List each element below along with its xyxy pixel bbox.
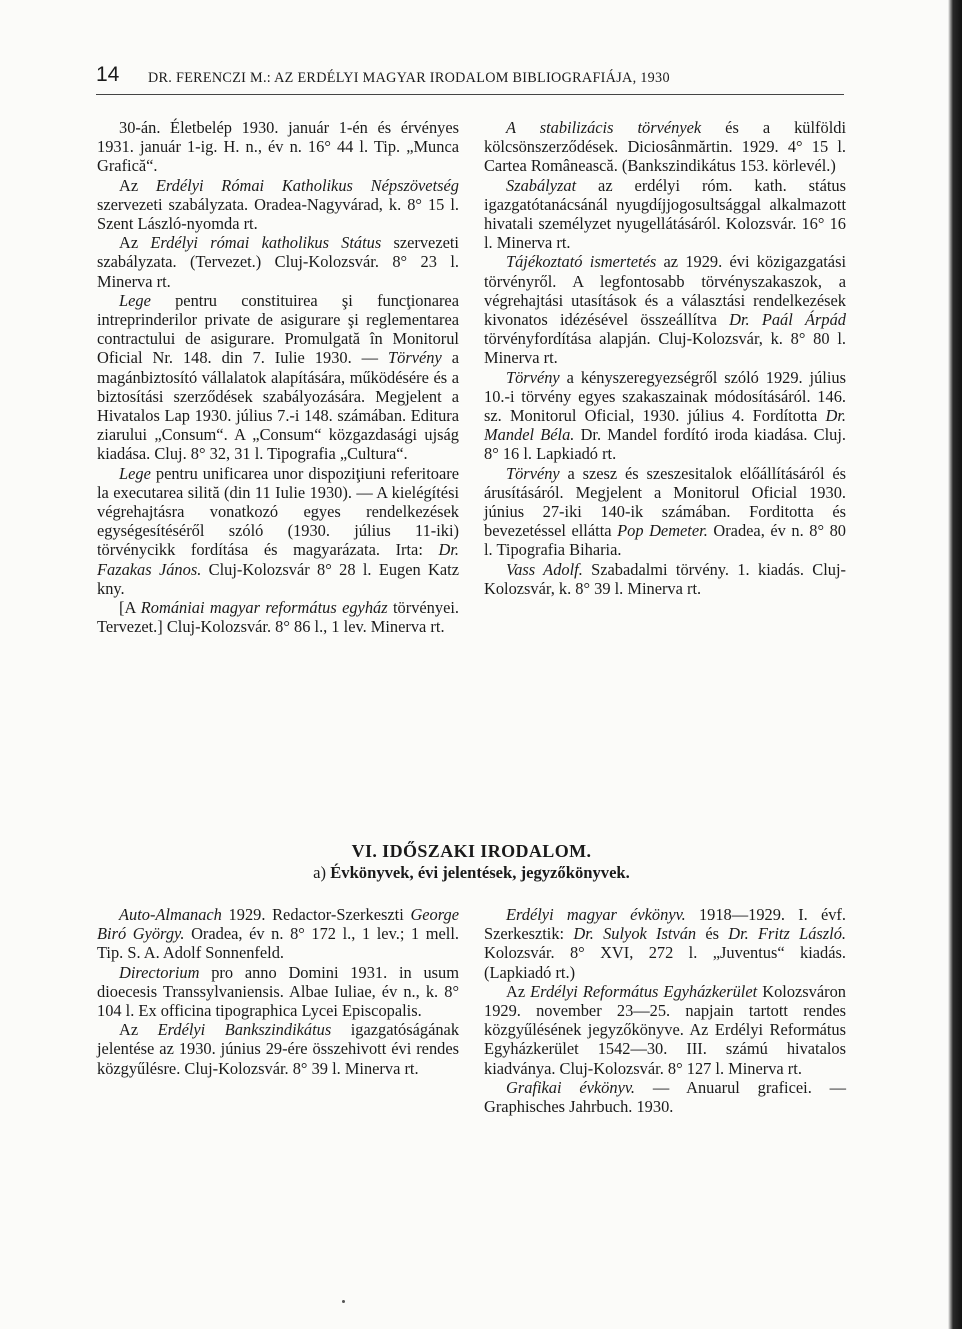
entry-title-italic: Dr. Fazakas János. — [97, 540, 459, 579]
entry-title-italic: Vass Adolf. — [506, 559, 583, 579]
entry-title-italic: Törvény — [388, 348, 442, 368]
entry-text: Az — [119, 233, 151, 253]
entry-title-italic: Tájékoztató ismertetés — [506, 252, 657, 272]
entry-title-italic: Erdélyi Római Katholikus Népszövetség — [155, 175, 459, 195]
entry-text: Kolozsvár. 8° XVI, 272 l. „Juventus“ kiadás. (Lapkiadó rt.) — [484, 943, 846, 982]
entry-title-italic: Törvény — [506, 367, 560, 387]
entry-title-italic: A stabilizácis törvények — [506, 118, 702, 137]
bibliography-entry — [97, 291, 459, 464]
entry-title-italic: George Biró György. — [97, 905, 459, 944]
entry-text: — Anuarul graficei. — Graphisches Jahrbuch. 1930. — [484, 1077, 846, 1117]
section-subtitle — [97, 863, 846, 883]
entry-text: az 1929. évi közigazgatási törvényről. A legfontosabb törvényszakaszok, a végrehajtási utasítások és a választási rendelkezések kivonatos idézésével összeállítva — [484, 252, 846, 330]
bibliography-entry — [484, 176, 846, 253]
entry-title-italic: Dr. Paál Árpád — [729, 310, 846, 330]
right-column-bottom — [484, 905, 846, 1116]
bibliography-entry — [484, 982, 846, 1078]
entry-text: igazgatóságának jelentése az 1930. június 29-ére összehivott évi rendes közgyűlésre. Cluj-Kolozsvár. 8° 39 l. Minerva rt. — [97, 1020, 460, 1078]
entry-text: az erdélyi róm. kath. státus igazgatótanácsánál nyugdíjjogosultsággal alkalmazott hivatali személyzet nyugellátásáról. Kolozsvár. 16° 16 l. Minerva rt. — [484, 175, 846, 253]
bibliography-entry — [484, 464, 846, 560]
page-number: 14 — [96, 63, 120, 86]
entry-text: pro anno Domini 1931. in usum dioecesis Transsylvaniensis. Albae Iuliae, év n., k. 8° 104 l. Ex officina tipographica Lycei Episcopalis. — [97, 962, 459, 1021]
entry-title-italic: Dr. Sulyok István — [573, 924, 697, 944]
subtitle-text: Évkönyvek, évi jelentések, jegyzőkönyvek. — [330, 863, 630, 882]
entry-text: szervezeti szabályzata. (Tervezet.) Cluj-Kolozsvár. 8° 23 l. Minerva rt. — [97, 233, 459, 291]
entry-title-italic: Lege — [119, 463, 151, 483]
entry-title-italic: Lege — [119, 290, 151, 310]
entry-text: 1929. Redactor-Szerkeszti — [221, 905, 411, 924]
bibliography-entry — [484, 905, 846, 982]
section-title: VI. IDŐSZAKI IRODALOM. — [351, 841, 592, 861]
bibliography-entry — [97, 464, 459, 598]
entry-text: Oradea, év n. 8° 80 l. Tipografia Biharia. — [484, 521, 847, 560]
bibliography-entry — [97, 598, 459, 636]
entry-text: a szesz és szeszesitalok előállításáról és árusításáról. Megjelent a Monitorul Oficial 1930. június 27-iki 140-ik számában. Forditotta és bevezetéssel ellátta — [484, 463, 846, 541]
entry-text: törvényei. Tervezet.] Cluj-Kolozsvár. 8° 86 l., 1 lev. Minerva rt. — [97, 598, 459, 637]
entry-text: Kolozsváron 1929. november 23—25. napjain tartott rendes közgyűlésének jegyzőkönyve. Az Erdélyi Református Egyházkerület 1542—30. III. számú hivatalos kiadványa. Cluj-Kolozsvár. 8° 127 l. Minerva rt. — [484, 981, 846, 1078]
entry-title-italic: Törvény — [506, 463, 560, 483]
entry-text: Oradea, év n. 8° 172 l., 1 lev.; 1 mell. Tip. S. A. Adolf Sonnenfeld. — [97, 924, 459, 963]
entry-title-italic: Pop Demeter. — [617, 521, 708, 541]
bibliography-entry — [484, 252, 846, 367]
left-column-bottom — [97, 905, 459, 1078]
entry-title-italic: Grafikai évkönyv. — [506, 1077, 636, 1097]
entry-text: pentru constituirea şi funcţionarea intreprinderilor private de asigurare şi reglementarea contractului de asigurare. Promulgată în Monitorul Oficial Nr. 148. din 7. Iulie 1930. — — [97, 290, 459, 368]
right-column-top — [484, 118, 846, 598]
entry-text: és — [696, 924, 729, 944]
entry-title-italic: Erdélyi Református Egyházkerület — [530, 981, 758, 1001]
entry-text: a magánbiztosító vállalatok alapítására, működésére és a biztosítási szerződések szabályozására. Megjelent a Hivatalos Lap 1930. július 7.-i 148. számában. Editura ziarului „Consum“. A „Consum“ közgazdasági ujság kiadása. Cluj. 8° 32, 31 l. Tipografia „Cultura“. — [97, 348, 459, 464]
entry-title-italic: Erdélyi Bankszindikátus — [157, 1020, 332, 1040]
page-header — [96, 62, 844, 95]
entry-text: Az — [506, 981, 531, 1001]
bibliography-entry — [484, 560, 846, 598]
entry-title-italic: Auto-Almanach — [119, 905, 222, 924]
page-edge-shadow — [948, 0, 962, 1329]
ink-speck — [342, 1300, 345, 1303]
entry-title-italic: Szabályzat — [506, 175, 577, 195]
entry-title-italic: Directorium — [119, 962, 200, 982]
bibliography-entry — [97, 176, 459, 234]
bibliography-entry — [97, 233, 459, 291]
bibliography-entry — [97, 963, 459, 1021]
bibliography-entry — [97, 118, 459, 176]
entry-text: Cluj-Kolozsvár 8° 28 l. Eugen Katz kny. — [97, 559, 459, 598]
entry-title-italic: Erdélyi magyar évkönyv. — [506, 905, 686, 924]
bibliography-entry — [97, 905, 459, 963]
bibliography-entry — [484, 1078, 846, 1116]
bibliography-entry — [484, 118, 846, 176]
entry-title-italic: Erdélyi római katholikus Státus — [150, 233, 382, 253]
entry-text: és a külföldi kölcsönszerződések. Diciosânmărtin. 1929. 4° 15 l. Cartea Românească. (Bankszindikátus 153. körlevél.) — [484, 118, 847, 176]
left-column-top — [97, 118, 459, 636]
entry-text: a kényszeregyezségről szóló 1929. július 10.-i törvény egyes szakaszainak módosításáról. 146. sz. Monitorul Oficial, 1930. július 4. Fordította — [484, 367, 846, 426]
entry-title-italic: Dr. Mandel Béla. — [484, 406, 846, 445]
entry-text: Az — [119, 175, 156, 195]
subtitle-prefix: a) — [313, 863, 327, 882]
entry-text: törvényfordítása alapján. Cluj-Kolozsvár, k. 8° 80 l. Minerva rt. — [484, 329, 846, 368]
running-title: DR. FERENCZI M.: AZ ERDÉLYI MAGYAR IRODALOM BIBLIOGRAFIÁJA, 1930 — [148, 70, 670, 86]
entry-text: 30-án. Életbelép 1930. január 1-én és érvényes 1931. január 1-ig. H. n., év n. 16° 44 l. Tip. „Munca Grafică“. — [97, 118, 459, 176]
entry-text: Az — [119, 1020, 158, 1040]
bibliography-entry — [484, 368, 846, 464]
entry-text: pentru unificarea unor dispoziţiuni referitoare la executarea silită (din 11 Iulie 1930). — A kielégítési végrehajtásra vonatkozó egyes rendelkezések egységesítéséről szóló (1930. július 11-iki) törvénycikk fordítása és magyarázata. Irta: — [97, 463, 459, 560]
bibliography-entry — [97, 1020, 459, 1078]
entry-text: 1918—1929. I. évf. Szerkesztik: — [484, 905, 846, 944]
entry-text: Szabadalmi törvény. 1. kiadás. Cluj-Kolozsvár, k. 8° 39 l. Minerva rt. — [484, 559, 846, 598]
entry-title-italic: Romániai magyar református egyház — [140, 598, 388, 618]
entry-title-italic: Dr. Fritz László. — [728, 924, 847, 944]
entry-text: Dr. Mandel fordító iroda kiadása. Cluj. 8° 16 l. Lapkiadó rt. — [484, 425, 846, 464]
entry-text: [A — [119, 598, 141, 618]
entry-text: szervezeti szabályzata. Oradea-Nagyvárad, k. 8° 15 l. Szent László-nyomda rt. — [97, 194, 459, 234]
